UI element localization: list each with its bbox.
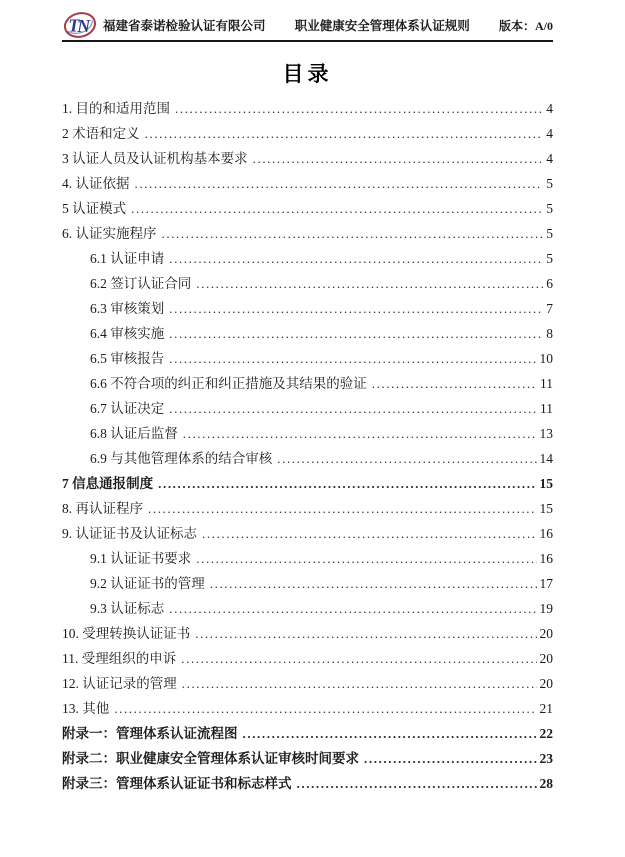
toc-entry: [62, 171, 553, 196]
toc-entry-page: 11: [540, 376, 553, 391]
svg-text:T: T: [68, 15, 80, 36]
toc-entry: [62, 296, 553, 321]
toc-entry: [62, 346, 553, 371]
toc-leader-dots: [169, 321, 543, 346]
toc-entry: [62, 421, 553, 446]
toc-leader-dots: [195, 621, 536, 646]
toc-entry-page: 14: [539, 451, 553, 466]
toc-entry: [62, 771, 553, 796]
toc-entry-label: 6.3 审核策划: [90, 301, 165, 316]
toc-leader-dots: [175, 96, 543, 121]
toc-entry: [62, 396, 553, 421]
toc-entry-label: 6. 认证实施程序: [62, 226, 157, 241]
toc-entry-page: 5: [546, 226, 553, 241]
toc-entry: [62, 471, 553, 496]
toc-entry-page: 17: [539, 576, 553, 591]
toc-entry-label: 附录二：职业健康安全管理体系认证审核时间要求: [62, 751, 359, 766]
toc-list: [62, 96, 553, 796]
toc-entry-page: 23: [539, 751, 553, 766]
toc-entry: [62, 646, 553, 671]
page-header: [62, 8, 553, 42]
toc-entry: [62, 146, 553, 171]
toc-entry: [62, 321, 553, 346]
toc-leader-dots: [169, 296, 543, 321]
toc-entry: [62, 246, 553, 271]
toc-entry-page: 4: [546, 126, 553, 141]
toc-entry: [62, 596, 553, 621]
company-name: 福建省泰诺检验认证有限公司: [103, 19, 266, 33]
header-left: [62, 8, 266, 42]
toc-entry-label: 12. 认证记录的管理: [62, 676, 177, 691]
toc-entry: [62, 221, 553, 246]
toc-entry-label: 5 认证模式: [62, 201, 127, 216]
toc-entry: [62, 721, 553, 746]
toc-entry-label: 6.6 不符合项的纠正和纠正措施及其结果的验证: [90, 376, 367, 391]
toc-entry: [62, 121, 553, 146]
toc-entry-label: 8. 再认证程序: [62, 501, 143, 516]
toc-entry-label: 6.9 与其他管理体系的结合审核: [90, 451, 273, 466]
toc-leader-dots: [131, 196, 543, 221]
toc-entry: [62, 371, 553, 396]
toc-leader-dots: [210, 571, 537, 596]
toc-entry-label: 附录一：管理体系认证流程图: [62, 726, 238, 741]
toc-entry-page: 4: [546, 101, 553, 116]
toc-entry: [62, 196, 553, 221]
toc-entry-page: 13: [539, 426, 553, 441]
toc-entry: [62, 621, 553, 646]
toc-entry-page: 20: [539, 676, 553, 691]
toc-entry-page: 16: [539, 551, 553, 566]
toc-entry-label: 6.2 签订认证合同: [90, 276, 192, 291]
toc-entry-label: 4. 认证依据: [62, 176, 130, 191]
toc-entry-page: 28: [539, 776, 553, 791]
toc-entry-label: 11. 受理组织的申诉: [62, 651, 177, 666]
toc-entry-page: 8: [546, 326, 553, 341]
toc-leader-dots: [145, 121, 544, 146]
toc-leader-dots: [364, 746, 537, 771]
toc-entry-page: 5: [546, 251, 553, 266]
toc-leader-dots: [181, 646, 536, 671]
toc-entry-page: 16: [539, 526, 553, 541]
toc-entry: [62, 546, 553, 571]
toc-entry-page: 15: [539, 501, 553, 516]
toc-entry-label: 6.4 审核实施: [90, 326, 165, 341]
toc-leader-dots: [183, 421, 537, 446]
toc-entry-page: 4: [546, 151, 553, 166]
toc-leader-dots: [158, 471, 536, 496]
toc-title: 目录: [282, 62, 333, 86]
toc-entry-page: 21: [539, 701, 553, 716]
toc-entry-page: 5: [546, 176, 553, 191]
toc-entry-label: 13. 其他: [62, 701, 110, 716]
toc-entry-label: 2 术语和定义: [62, 126, 140, 141]
toc-leader-dots: [114, 696, 536, 721]
toc-entry-page: 15: [539, 476, 553, 491]
toc-entry-label: 附录三：管理体系认证证书和标志样式: [62, 776, 292, 791]
toc-entry: [62, 746, 553, 771]
toc-leader-dots: [297, 771, 537, 796]
toc-entry-label: 6.7 认证决定: [90, 401, 165, 416]
toc-entry-page: 7: [546, 301, 553, 316]
toc-entry-label: 3 认证人员及认证机构基本要求: [62, 151, 248, 166]
document-title: 职业健康安全管理体系认证规则: [294, 19, 470, 33]
toc-entry: [62, 696, 553, 721]
toc-leader-dots: [196, 271, 543, 296]
toc-entry-label: 9. 认证证书及认证标志: [62, 526, 197, 541]
toc-entry-page: 6: [546, 276, 553, 291]
toc-entry-page: 20: [539, 626, 553, 641]
toc-entry-page: 19: [539, 601, 553, 616]
toc-entry-page: 5: [546, 201, 553, 216]
toc-entry-label: 9.2 认证证书的管理: [90, 576, 205, 591]
toc-entry: [62, 671, 553, 696]
toc-entry-label: 7 信息通报制度: [62, 476, 154, 491]
toc-entry: [62, 571, 553, 596]
toc-entry-page: 22: [539, 726, 553, 741]
toc-entry-label: 6.1 认证申请: [90, 251, 165, 266]
toc-leader-dots: [243, 721, 537, 746]
toc-leader-dots: [162, 221, 544, 246]
version-label: 版本：A/0: [498, 18, 553, 33]
toc-leader-dots: [135, 171, 544, 196]
toc-entry-page: 10: [539, 351, 553, 366]
toc-leader-dots: [169, 246, 543, 271]
header-divider: [62, 40, 553, 42]
toc-leader-dots: [169, 396, 537, 421]
toc-leader-dots: [182, 671, 537, 696]
toc-entry-page: 11: [540, 401, 553, 416]
toc-leader-dots: [202, 521, 537, 546]
toc-entry: [62, 271, 553, 296]
toc-entry-label: 9.1 认证证书要求: [90, 551, 192, 566]
toc-entry: [62, 446, 553, 471]
toc-leader-dots: [169, 346, 536, 371]
toc-leader-dots: [253, 146, 544, 171]
toc-section: [62, 48, 553, 796]
toc-leader-dots: [372, 371, 537, 396]
toc-leader-dots: [169, 596, 536, 621]
toc-leader-dots: [148, 496, 537, 521]
toc-entry-label: 1. 目的和适用范围: [62, 101, 170, 116]
toc-entry-label: 6.8 认证后监督: [90, 426, 178, 441]
toc-entry: [62, 496, 553, 521]
toc-entry: [62, 521, 553, 546]
company-logo-icon: [62, 8, 98, 42]
toc-entry-page: 20: [539, 651, 553, 666]
toc-leader-dots: [277, 446, 536, 471]
toc-leader-dots: [196, 546, 536, 571]
svg-text:N: N: [77, 16, 91, 37]
toc-entry-label: 9.3 认证标志: [90, 601, 165, 616]
toc-entry-label: 6.5 审核报告: [90, 351, 165, 366]
toc-entry-label: 10. 受理转换认证证书: [62, 626, 191, 641]
toc-entry: [62, 96, 553, 121]
